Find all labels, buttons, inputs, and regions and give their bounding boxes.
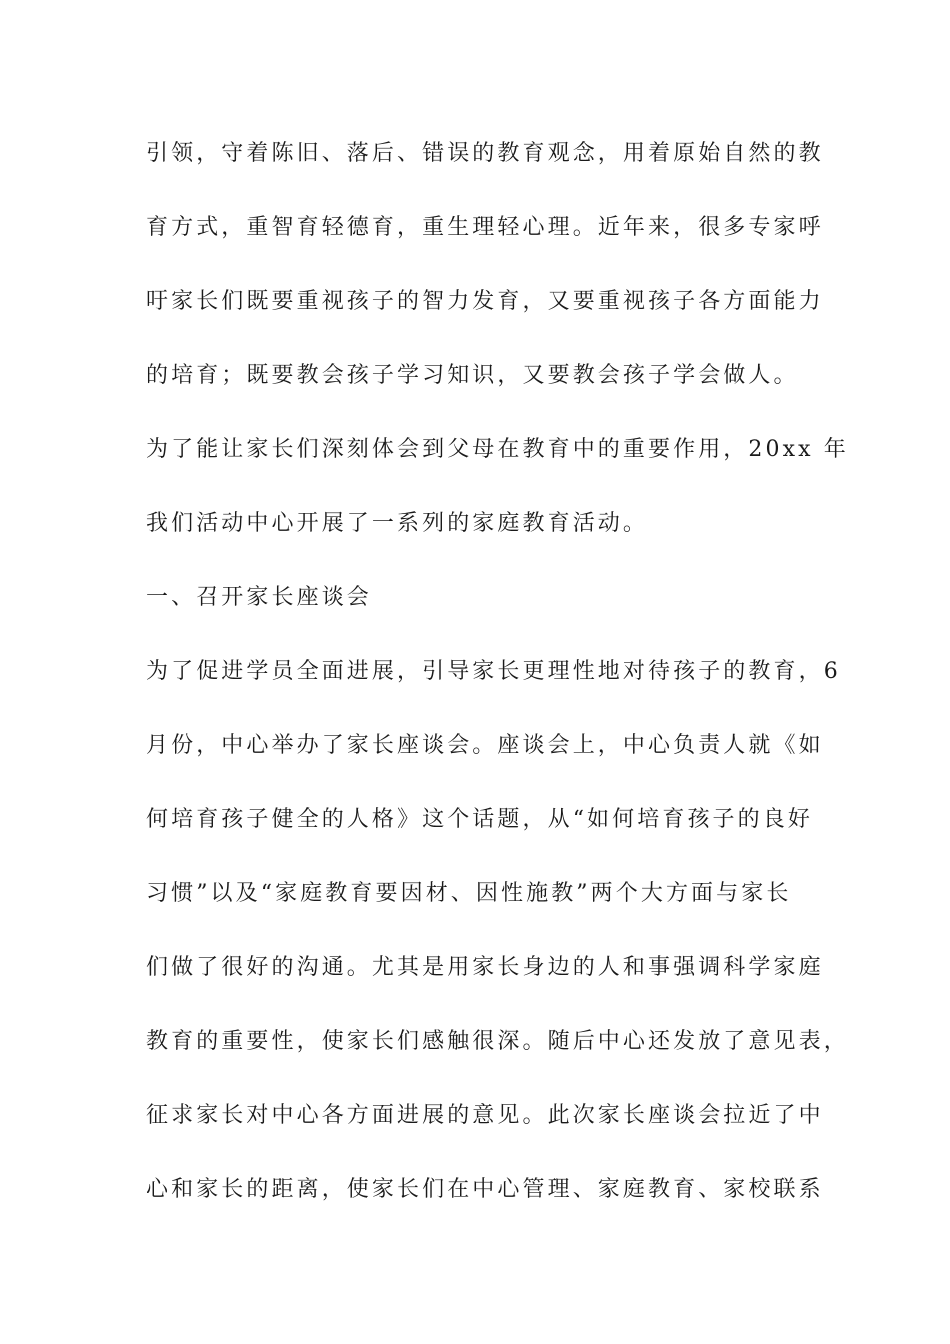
text-line: 的培育；既要教会孩子学习知识，又要教会孩子学会做人。 [146,363,799,388]
text-line: 何培育孩子健全的人格》这个话题，从“如何培育孩子的良好 [146,807,813,832]
text-line: 征求家长对中心各方面进展的意见。此次家长座谈会拉近了中 [146,1103,824,1128]
section-heading: 一、召开家长座谈会 [146,585,372,610]
text-line: 心和家长的距离，使家长们在中心管理、家庭教育、家校联系 [146,1177,824,1202]
text-line: 为了促进学员全面进展，引导家长更理性地对待孩子的教育，6 [146,659,841,684]
text-line: 月份，中心举办了家长座谈会。座谈会上，中心负责人就《如 [146,733,824,758]
text-line: 育方式，重智育轻德育，重生理轻心理。近年来，很多专家呼 [146,215,824,240]
text-line: 引领，守着陈旧、落后、错误的教育观念，用着原始自然的教 [146,141,824,166]
text-line: 吁家长们既要重视孩子的智力发育，又要重视孩子各方面能力 [146,289,824,314]
text-line: 们做了很好的沟通。尤其是用家长身边的人和事强调科学家庭 [146,955,824,980]
text-line: 为了能让家长们深刻体会到父母在教育中的重要作用，20xx 年 [146,437,849,462]
text-line: 我们活动中心开展了一系列的家庭教育活动。 [146,511,649,536]
text-line: 习惯”以及“家庭教育要因材、因性施教”两个大方面与家长 [146,881,792,906]
text-line: 教育的重要性，使家长们感触很深。随后中心还发放了意见表， [146,1029,849,1054]
